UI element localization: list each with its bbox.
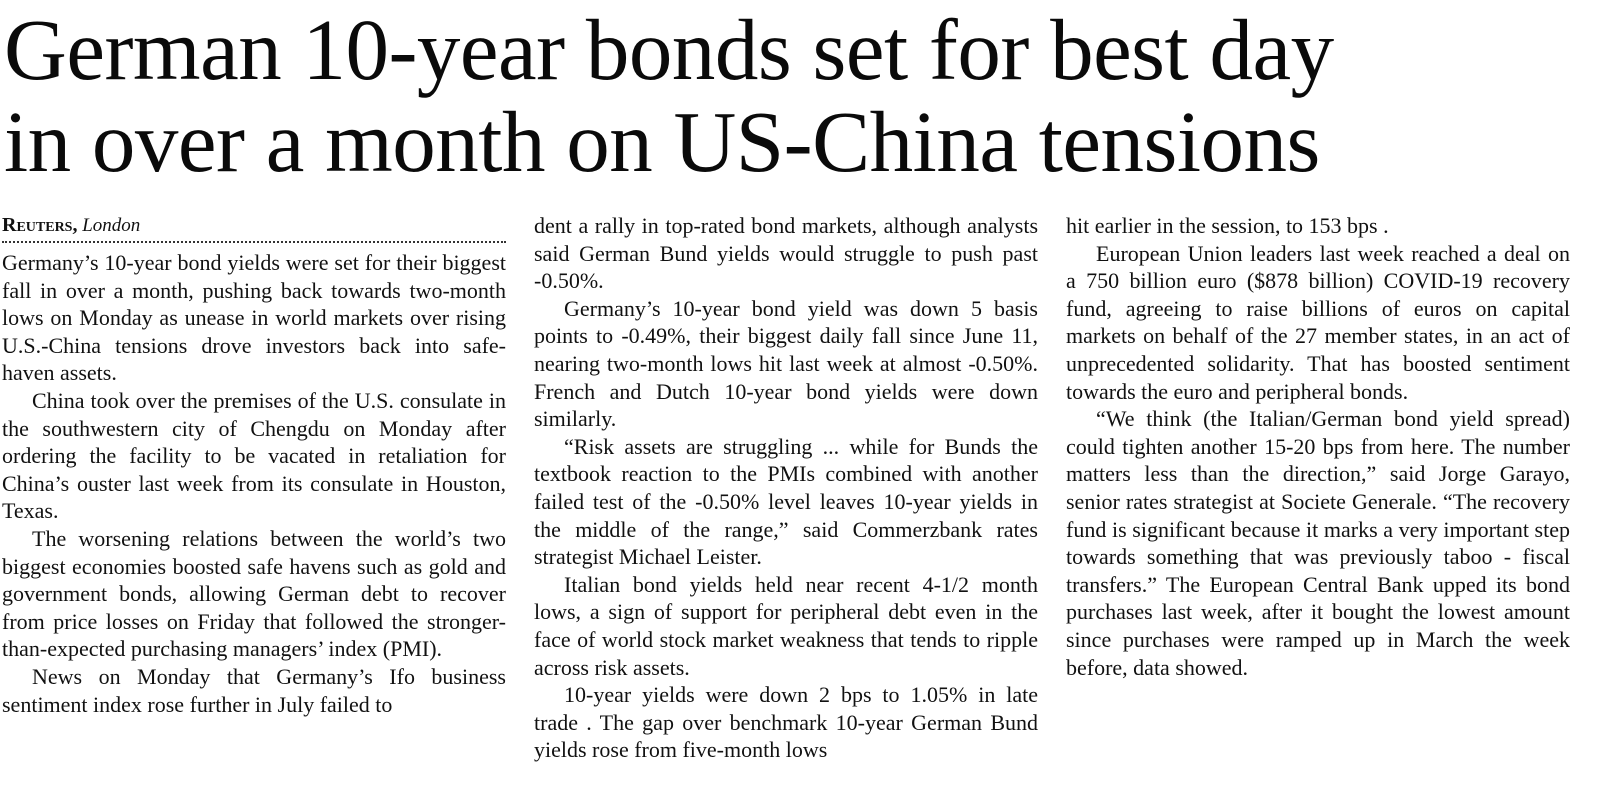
paragraph: Italian bond yields held near recent 4-1/2 month lows, a sign of support for peripheral debt even in the face of world stock market weakness that tends to ripple across risk assets. xyxy=(534,571,1038,680)
paragraph: hit earlier in the session, to 153 bps . xyxy=(1066,213,1389,238)
paragraph: The worsening relations between the world’s two biggest economies boosted safe havens such as gold and government bonds, allowing German debt to recover from price losses on Friday that followed the stronger-than-expected purchasing managers’ index (PMI). xyxy=(2,525,506,662)
paragraph: “Risk assets are struggling ... while for Bunds the textbook reaction to the PMIs combined with another failed test of the -0.50% level leaves 10-year yields in the middle of the range,” said Commerzbank rates strategist Michael Leister. xyxy=(534,433,1038,570)
paragraph: European Union leaders last week reached a deal on a 750 billion euro ($878 billion) COVID-19 recovery fund, agreeing to raise billions of euros on capital markets on behalf of the 27 member states, in an act of unprecedented solidarity. That has boosted sentiment towards the euro and peripheral bonds. xyxy=(1066,240,1570,404)
article-column-1 xyxy=(2,212,506,718)
article-column-2 xyxy=(534,212,1038,764)
headline-line-1: German 10-year bonds set for best day xyxy=(4,1,1334,98)
paragraph: Germany’s 10-year bond yields were set for their biggest fall in over a month, pushing back towards two-month lows on Monday as unease in world markets over rising U.S.-China tensions drove investors back into safe-haven assets. xyxy=(2,250,506,386)
paragraph: 10-year yields were down 2 bps to 1.05% in late trade . The gap over benchmark 10-year German Bund yields rose from five-month lows xyxy=(534,682,1038,763)
byline-agency: Reuters, xyxy=(2,214,78,236)
byline xyxy=(2,212,506,243)
paragraph: China took over the premises of the U.S. consulate in the southwestern city of Chengdu on Monday after ordering the facility to be vacated in retaliation for China’s ouster last week from its consulate in Houston, Texas. xyxy=(2,387,506,524)
paragraph: Germany’s 10-year bond yield was down 5 basis points to -0.49%, their biggest daily fall since June 11, nearing two-month lows hit last week at almost -0.50%. French and Dutch 10-year bond yields were down similarly. xyxy=(534,295,1038,432)
headline xyxy=(4,1,1610,190)
article-column-3 xyxy=(1066,212,1570,681)
paragraph: “We think (the Italian/German bond yield spread) could tighten another 15-20 bps from here. The number matters less than the direction,” said Jorge Garayo, senior rates strategist at Societe Generale. “The recovery fund is significant because it marks a very important step towards something that was previously taboo - fiscal transfers.” The European Central Bank upped its bond purchases last week, after it bought the lowest amount since purchases were ramped up in March the week before, data showed. xyxy=(1066,406,1570,680)
byline-location: London xyxy=(82,215,141,236)
paragraph: dent a rally in top-rated bond markets, although analysts said German Bund yields would struggle to push past -0.50%. xyxy=(534,213,1038,294)
headline-line-2: in over a month on US-China tensions xyxy=(4,93,1320,190)
paragraph: News on Monday that Germany’s Ifo business sentiment index rose further in July failed to xyxy=(2,663,506,717)
